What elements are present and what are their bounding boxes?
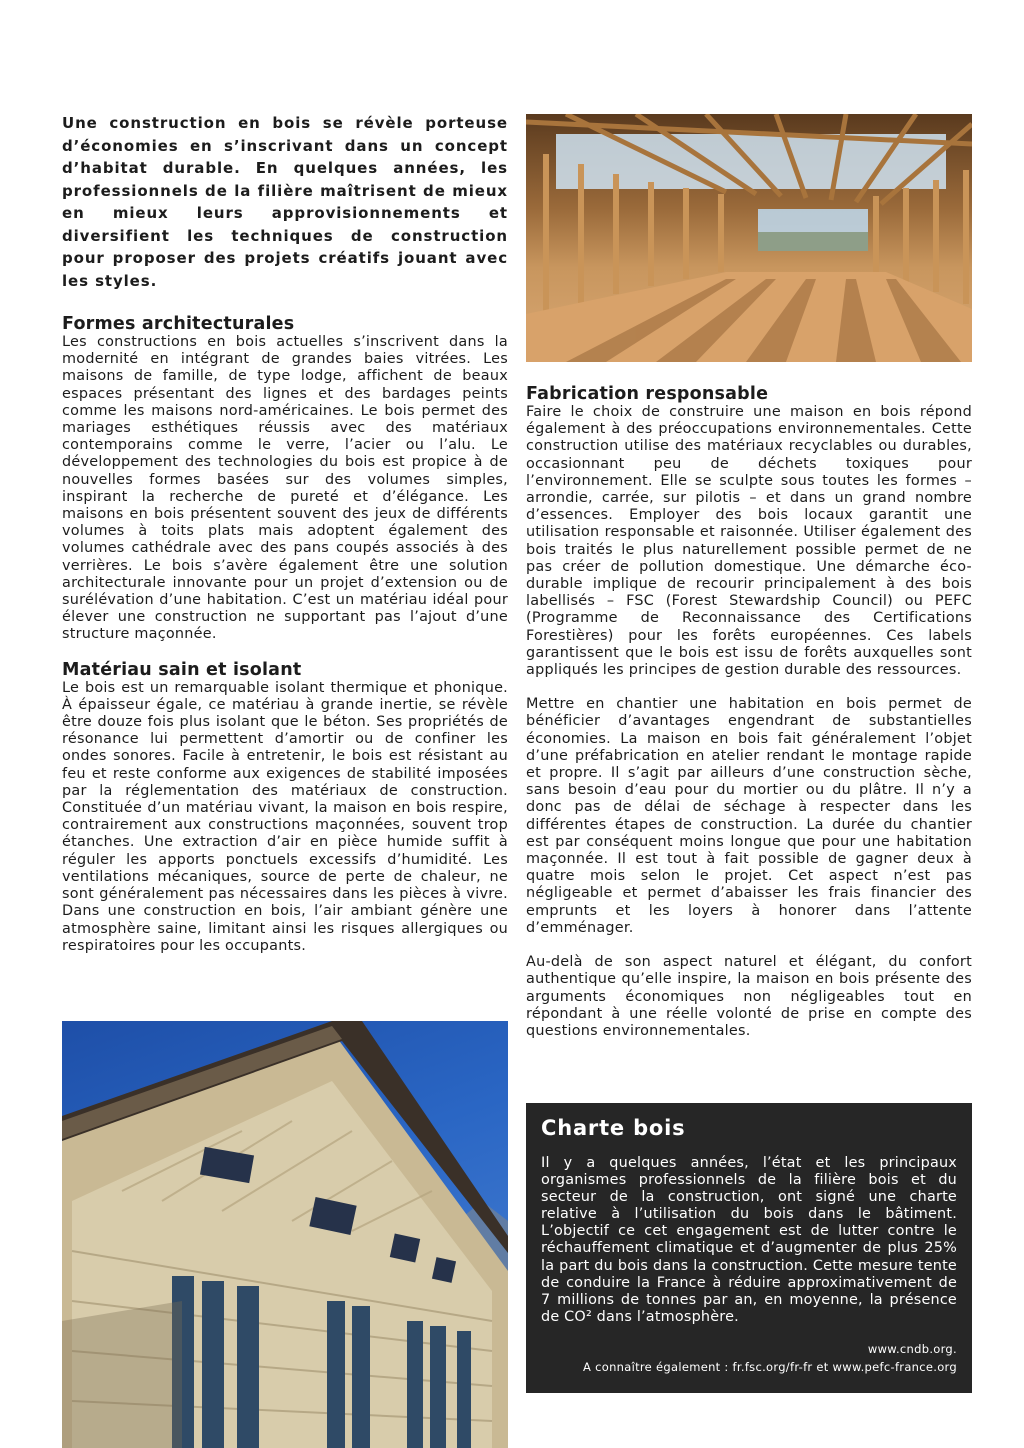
section-text-formes: Les constructions en bois actuelles s’inscrivent dans la modernité en intégrant de grandes baies vitrées. Les maisons de famille, de type lodge, affichent de beaux espaces présentant des lignes et des bardages peints comme les maisons nord-américaines. Le bois permet des mariages esthétiques réussis avec des matériaux contemporains comme le verre, l’acier ou l’alu. Le développement des technologies du bois est propice à de nouvelles formes basées sur des volumes simples, inspirant la recherche de pureté et d’élégance. Les maisons en bois présentent souvent des jeux de différents volumes à toits plats mais adoptent également des volumes cathédrale avec des pans coupés associés à des verrières. Le bois s’avère également être une solution architecturale innovante pour un projet d’extension ou de surélévation d’une habitation. C’est un matériau idéal pour élever une construction ne supportant pas l’ajout d’une structure maçonnée. bbox=[62, 334, 508, 643]
section-text-fabrication-2: Mettre en chantier une habitation en bois permet de bénéficier d’avantages engendrant de substantielles économies. La maison en bois fait généralement l’objet d’une préfabrication en atelier rendant le montage rapide et propre. Il s’agit par ailleurs d’une construction sèche, sans besoin d’eau pour du mortier ou du plâtre. Il n’y a donc pas de délai de séchage à respecter dans les différentes étapes de construction. La durée du chantier est par conséquent moins longue que pour une habitation maçonnée. Il est tout à fait possible de gagner deux à quatre mois selon le projet. Cet aspect n’est pas négligeable et permet d’abaisser les frais financier des emprunts et les loyers à honorer dans l’attente d’emménager. bbox=[526, 696, 972, 936]
timber-frame-photo bbox=[526, 114, 972, 362]
charte-ref-link-2[interactable]: A connaître également : fr.fsc.org/fr-fr et www.pefc-france.org bbox=[582, 1359, 957, 1374]
timber-frame-illustration bbox=[526, 114, 972, 362]
charte-bois-box bbox=[526, 1103, 972, 1393]
charte-ref-link-1[interactable]: www.cndb.org. bbox=[867, 1341, 957, 1356]
charte-title: Charte bois bbox=[541, 1116, 686, 1140]
section-title-fabrication: Fabrication responsable bbox=[526, 384, 769, 404]
section-text-fabrication-3: Au-delà de son aspect naturel et élégant, du confort authentique qu’elle inspire, la maison en bois présente des arguments économiques non négligeables tout en répondant à une réelle volonté de prise en compte des questions environnementales. bbox=[526, 954, 972, 1039]
charte-text: Il y a quelques années, l’état et les principaux organismes professionnels de la filière bois et du secteur de la construction, ont signé une charte relative à l’utilisation du bois dans le bâtiment. L’objectif ce cet engagement est de lutter contre le réchauffement climatique et d’augmenter de plus 25% la part du bois dans la construction. Cette mesure tente de conduire la France à réduire approximativement de 7 millions de tonnes par an, en moyenne, la présence de CO² dans l’atmosphère. bbox=[541, 1155, 957, 1325]
intro-paragraph: Une construction en bois se révèle porteuse d’économies en s’inscrivant dans un concept d’habitat durable. En quelques années, les professionnels de la filière maîtrisent de mieux en mieux leurs approvisionnements et diversifient les techniques de construction pour proposer des projets créatifs jouant avec les styles. bbox=[62, 114, 508, 290]
wooden-house-illustration bbox=[62, 1021, 508, 1448]
section-title-materiau: Matériau sain et isolant bbox=[62, 659, 302, 680]
wooden-house-photo bbox=[62, 1021, 508, 1448]
left-column bbox=[62, 112, 508, 955]
section-title-formes: Formes architecturales bbox=[62, 314, 295, 334]
section-text-fabrication: Faire le choix de construire une maison en bois répond également à des préoccupations environnementales. Cette construction utilise des matériaux recyclables ou durables, occasionnant peu de déchets toxiques pour l’environnement. Elle se sculpte sous toutes les formes – arrondie, carrée, sur pilotis – et dans un grand nombre d’essences. Employer des bois locaux garantit une utilisation responsable et raisonnée. Utiliser également des bois traités le plus naturellement possible permet de ne pas créer de pollution domestique. Une démarche éco-durable implique de recourir principalement à des bois labellisés – FSC (Forest Stewardship Council) ou PEFC (Programme de Reconnaissance des Certifications Forestières) pour les forêts européennes. Ces labels garantissent que le bois est issu de forêts auxquelles sont appliqués les principes de gestion durable des ressources. bbox=[526, 404, 972, 679]
section-text-materiau: Le bois est un remarquable isolant thermique et phonique. À épaisseur égale, ce matériau à grande inertie, se révèle être douze fois plus isolant que le béton. Ses propriétés de résonance lui permettent d’amortir ou de confiner les ondes sonores. Facile à entretenir, le bois est résistant au feu et reste conforme aux exigences de stabilité imposées par la réglementation des matériaux de construction. Constituée d’un matériau vivant, la maison en bois respire, contrairement aux constructions maçonnées, souvent trop étanches. Une extraction d’air en pièce humide suffit à réguler les apports ponctuels excessifs d’humidité. Les ventilations mécaniques, source de perte de chaleur, ne sont généralement pas nécessaires dans les pièces à vivre. Dans une construction en bois, l’air ambiant génère une atmosphère saine, limitant ainsi les risques allergiques ou respiratoires pour les occupants. bbox=[62, 679, 508, 954]
right-column bbox=[526, 112, 972, 1040]
